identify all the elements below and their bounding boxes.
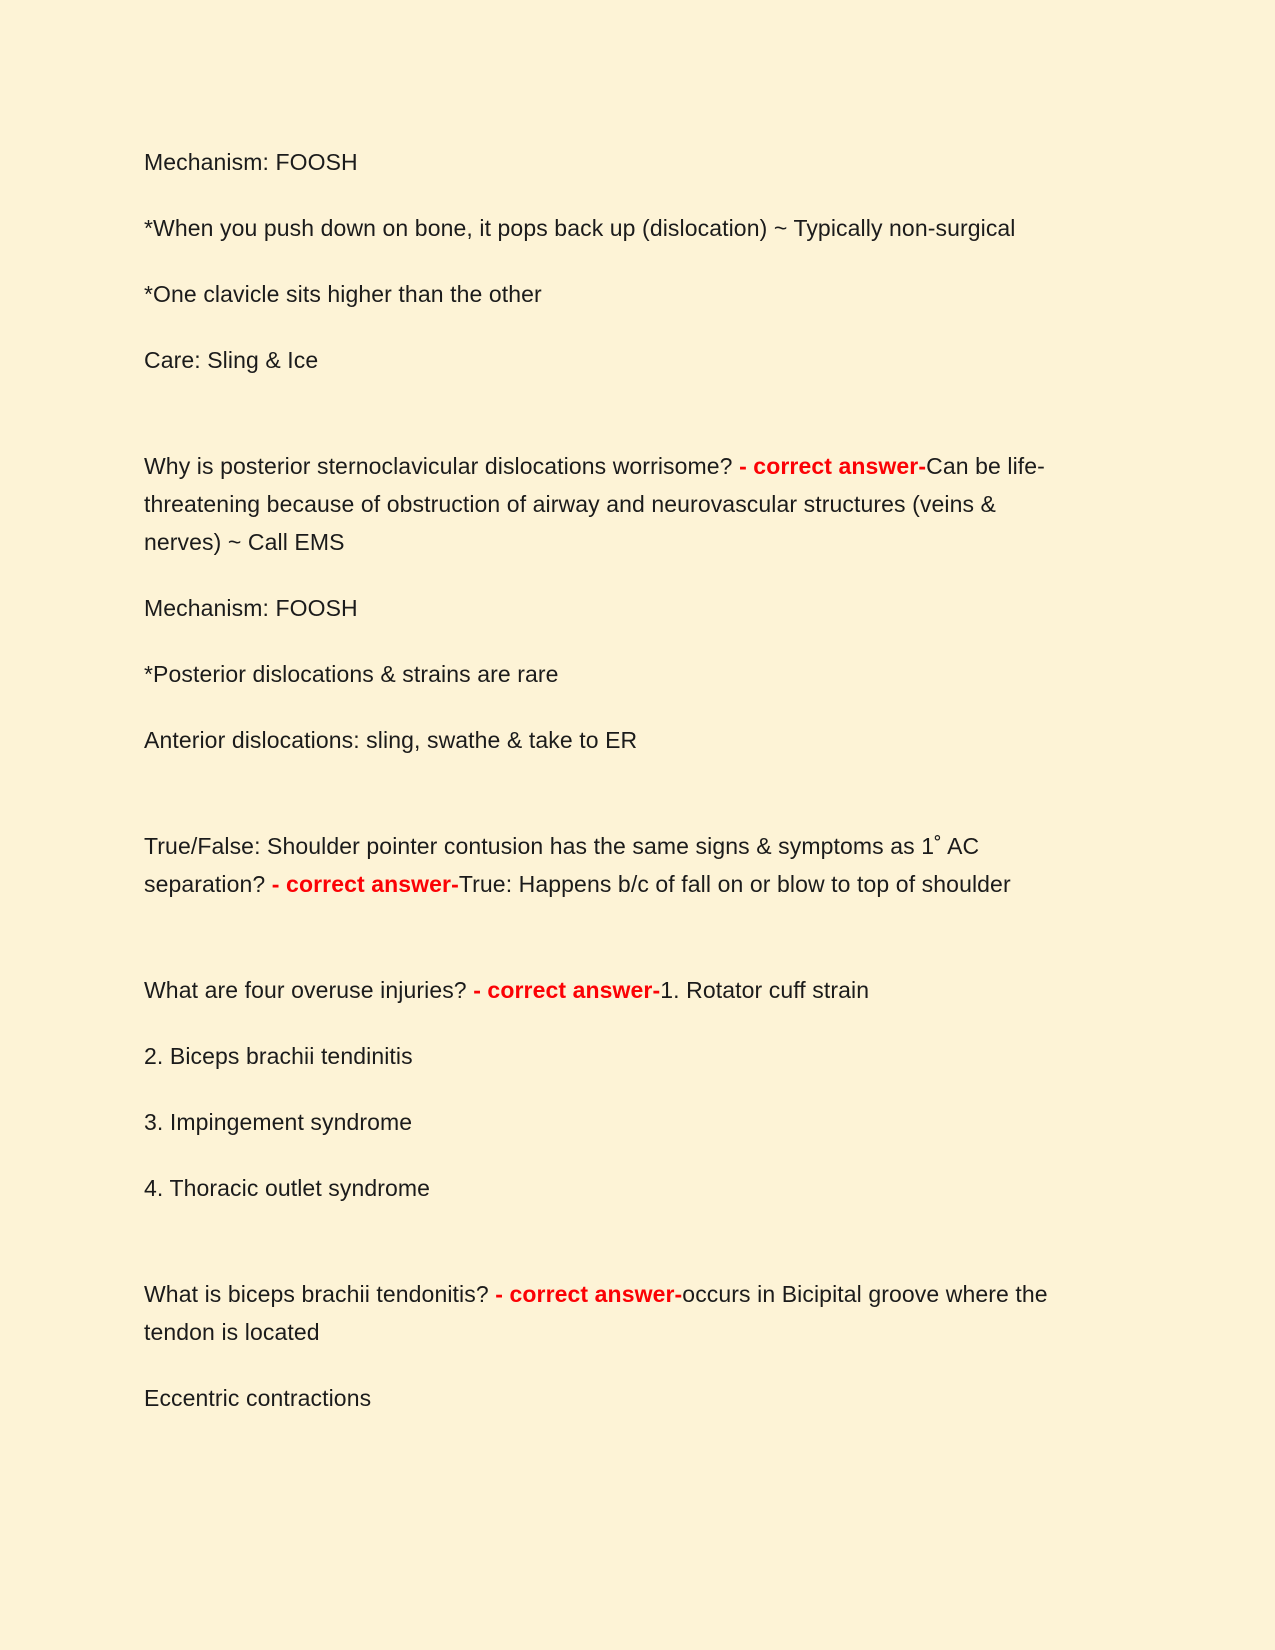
paragraph <box>144 827 1075 903</box>
correct-answer-marker: - correct answer- <box>473 977 661 1003</box>
text-run: 4. Thoracic outlet syndrome <box>144 1175 431 1201</box>
paragraph <box>144 1103 1075 1141</box>
text-run: *One clavicle sits higher than the other <box>144 281 542 307</box>
paragraph <box>144 1037 1075 1075</box>
paragraph <box>144 655 1075 693</box>
paragraph <box>144 447 1075 561</box>
paragraph <box>144 1379 1075 1417</box>
paragraph <box>144 1169 1075 1207</box>
text-run: Can be life-threatening because of obstruction of airway and neurovascular structures (veins & nerves) ~ Call EMS <box>144 453 1045 555</box>
text-run: 2. Biceps brachii tendinitis <box>144 1043 413 1069</box>
text-run: *Posterior dislocations & strains are rare <box>144 661 559 687</box>
paragraph <box>144 275 1075 313</box>
text-run: True: Happens b/c of fall on or blow to top of shoulder <box>458 871 1011 897</box>
paragraph <box>144 209 1075 247</box>
text-run: Mechanism: FOOSH <box>144 595 358 621</box>
text-run: 1. Rotator cuff strain <box>660 977 870 1003</box>
correct-answer-marker: - correct answer- <box>739 453 927 479</box>
paragraph <box>144 143 1075 181</box>
correct-answer-marker: - correct answer- <box>495 1281 683 1307</box>
paragraph <box>144 971 1075 1009</box>
text-run: Mechanism: FOOSH <box>144 149 358 175</box>
paragraph <box>144 589 1075 627</box>
text-run: *When you push down on bone, it pops back up (dislocation) ~ Typically non-surgical <box>144 215 1016 241</box>
text-run: What are four overuse injuries? <box>144 977 474 1003</box>
paragraph <box>144 341 1075 379</box>
text-run: Why is posterior sternoclavicular dislocations worrisome? <box>144 453 740 479</box>
text-run: Eccentric contractions <box>144 1385 372 1411</box>
notes-content <box>144 143 1075 1417</box>
paragraph <box>144 1275 1075 1351</box>
text-run: True/False: Shoulder pointer contusion has the same signs & symptoms as 1˚ AC separation? <box>144 833 980 897</box>
text-run: Care: Sling & Ice <box>144 347 319 373</box>
text-run: What is biceps brachii tendonitis? <box>144 1281 496 1307</box>
paragraph <box>144 721 1075 759</box>
text-run: 3. Impingement syndrome <box>144 1109 413 1135</box>
correct-answer-marker: - correct answer- <box>271 871 459 897</box>
text-run: occurs in Bicipital groove where the tendon is located <box>144 1281 1048 1345</box>
text-run: Anterior dislocations: sling, swathe & take to ER <box>144 727 638 753</box>
